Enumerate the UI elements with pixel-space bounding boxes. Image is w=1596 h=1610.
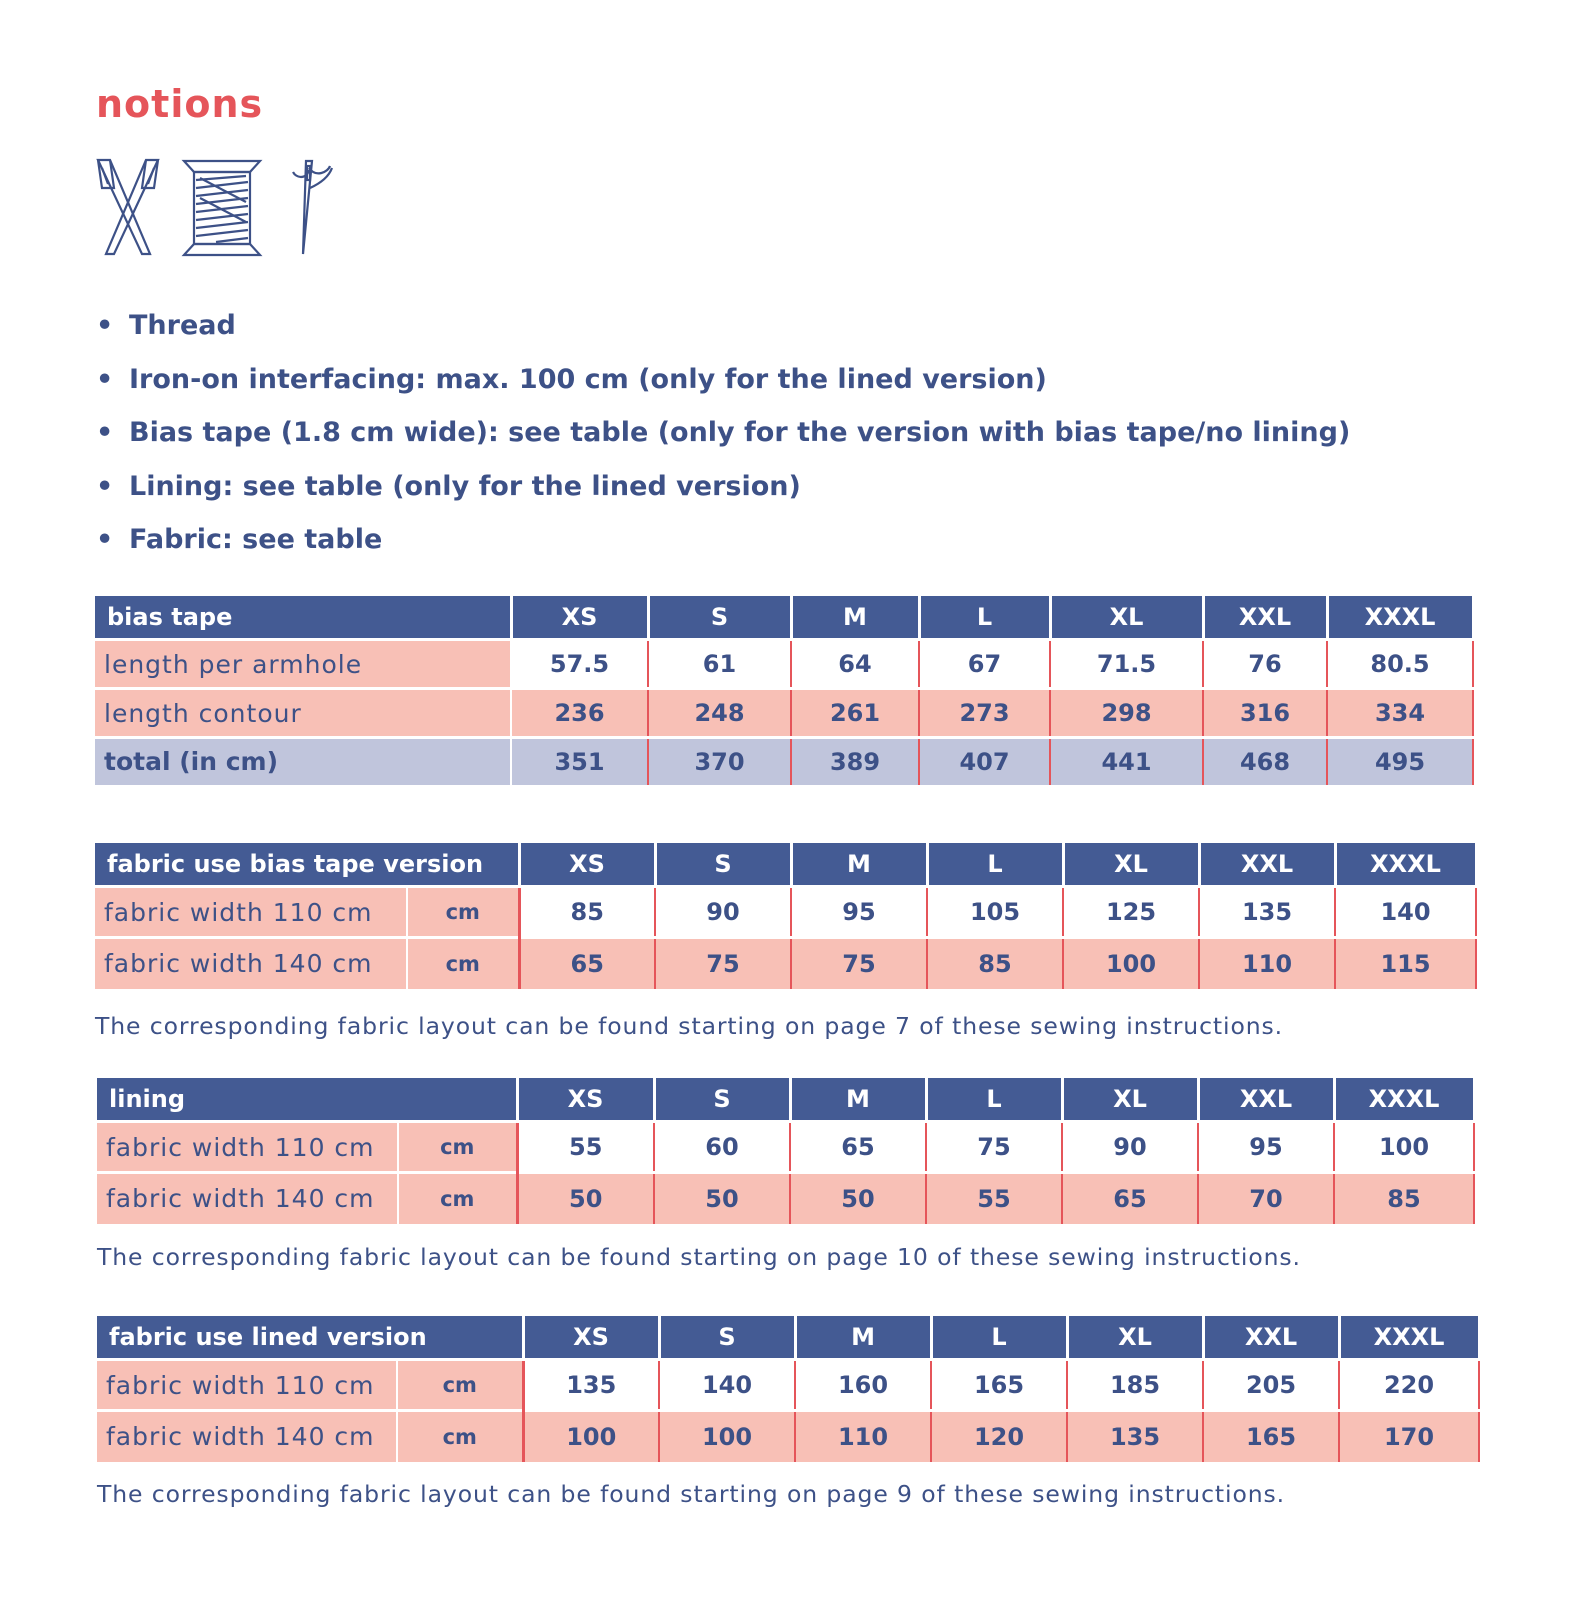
size-header: XS [523,1316,659,1360]
table-header-row [97,1316,1479,1360]
table-cell: 110 [795,1411,931,1462]
size-header: XS [511,596,648,640]
size-header: XL [1062,1078,1198,1122]
size-header: L [927,843,1063,887]
size-header: S [648,596,791,640]
row-label: fabric width 110 cm [95,887,407,938]
unit-label: cm [407,938,519,989]
table-cell: 441 [1050,738,1203,785]
size-header: XL [1063,843,1199,887]
size-header: XXL [1203,596,1327,640]
size-header: S [654,1078,790,1122]
table-cell: 160 [795,1360,931,1411]
table-cell: 70 [1198,1173,1334,1224]
table-cell: 205 [1203,1360,1339,1411]
bullet-icon: • [96,524,114,555]
table-header-row [95,596,1473,640]
table-cell: 65 [790,1122,926,1173]
size-header: XXL [1203,1316,1339,1360]
list-item-label: Thread [129,310,236,341]
row-label: fabric width 110 cm [97,1360,397,1411]
bullet-icon: • [96,310,114,341]
table-row [95,689,1473,738]
thread-spool-icon [184,161,260,255]
size-header: XXL [1198,1078,1334,1122]
table-cell: 370 [648,738,791,785]
size-header: XL [1067,1316,1203,1360]
page-title: notions [96,82,264,126]
table-cell: 100 [523,1411,659,1462]
table-cell: 135 [523,1360,659,1411]
table-cell: 50 [790,1173,926,1224]
list-item [96,417,1350,471]
size-header: XXXL [1335,843,1476,887]
list-item-label: Lining: see table (only for the lined version) [129,470,801,502]
needle-icon [293,161,332,254]
table-cell: 389 [791,738,919,785]
table-cell: 261 [791,689,919,738]
row-label: fabric width 140 cm [95,938,407,989]
unit-label: cm [397,1360,523,1411]
unit-label: cm [407,887,519,938]
notions-icons [96,158,356,268]
table-row [95,887,1476,938]
table-cell: 248 [648,689,791,738]
table-cell: 71.5 [1050,640,1203,689]
lining-layout-note: The corresponding fabric layout can be found starting on page 10 of these sewing instructions. [97,1243,1301,1271]
table-cell: 236 [511,689,648,738]
table-cell: 407 [919,738,1050,785]
table-cell: 95 [791,887,927,938]
table-cell: 135 [1067,1411,1203,1462]
table-cell: 90 [1062,1122,1198,1173]
table-cell: 135 [1199,887,1335,938]
size-header: XXXL [1334,1078,1474,1122]
table-row [97,1411,1479,1462]
table-cell: 334 [1327,689,1473,738]
table-cell: 65 [1062,1173,1198,1224]
table-cell: 298 [1050,689,1203,738]
table-cell: 61 [648,640,791,689]
table-row [97,1360,1479,1411]
bullet-icon: • [96,363,114,395]
bias-tape-table [95,596,1475,785]
row-label: fabric width 140 cm [97,1411,397,1462]
table-cell: 76 [1203,640,1327,689]
bullet-icon: • [96,417,114,448]
list-item-label: Fabric: see table [129,524,383,555]
table-cell: 140 [659,1360,795,1411]
table-cell: 468 [1203,738,1327,785]
table-cell: 55 [517,1122,654,1173]
table-cell: 165 [1203,1411,1339,1462]
table-cell: 64 [791,640,919,689]
fabric-lined-table [97,1316,1481,1462]
size-header: XS [517,1078,654,1122]
list-item [96,524,1350,578]
table-header-row [97,1078,1474,1122]
scissors-icon [98,160,158,254]
table-row [95,640,1473,689]
table-cell: 50 [654,1173,790,1224]
table-cell: 140 [1335,887,1476,938]
list-item [96,310,1350,364]
size-header: M [795,1316,931,1360]
list-item [96,471,1350,525]
size-header: XXXL [1339,1316,1479,1360]
row-label: length per armhole [95,640,511,689]
table-cell: 85 [927,938,1063,989]
unit-label: cm [397,1411,523,1462]
bullet-icon: • [96,470,114,502]
table-cell: 170 [1339,1411,1479,1462]
table-cell: 95 [1198,1122,1334,1173]
size-header: L [926,1078,1062,1122]
table-cell: 50 [517,1173,654,1224]
table-cell: 495 [1327,738,1473,785]
row-label: fabric width 140 cm [97,1173,398,1224]
table-cell: 85 [1334,1173,1474,1224]
size-header: L [931,1316,1067,1360]
table-cell: 57.5 [511,640,648,689]
list-item-label: Bias tape (1.8 cm wide): see table (only for the version with bias tape/no lining) [129,417,1351,448]
row-label: length contour [95,689,511,738]
table-header-label: fabric use bias tape version [95,843,519,887]
table-cell: 67 [919,640,1050,689]
table-cell: 60 [654,1122,790,1173]
size-header: M [790,1078,926,1122]
size-header: S [655,843,791,887]
table-row [97,1173,1474,1224]
table-cell: 100 [1063,938,1199,989]
table-cell: 100 [1334,1122,1474,1173]
size-header: S [659,1316,795,1360]
table-cell: 80.5 [1327,640,1473,689]
table-cell: 115 [1335,938,1476,989]
size-header: XL [1050,596,1203,640]
table-cell: 55 [926,1173,1062,1224]
size-header: XXXL [1327,596,1473,640]
table-cell: 105 [927,887,1063,938]
notions-list [96,310,1350,578]
table-header-label: lining [97,1078,517,1122]
table-cell: 220 [1339,1360,1479,1411]
table-cell: 75 [791,938,927,989]
table-cell: 120 [931,1411,1067,1462]
table-header-row [95,843,1476,887]
table-cell: 100 [659,1411,795,1462]
fabric-layout-note: The corresponding fabric layout can be found starting on page 7 of these sewing instructions. [95,1012,1284,1040]
lining-table [97,1078,1476,1224]
table-header-label: fabric use lined version [97,1316,523,1360]
table-cell: 125 [1063,887,1199,938]
table-cell: 351 [511,738,648,785]
unit-label: cm [398,1173,517,1224]
size-header: XS [519,843,655,887]
table-cell: 75 [655,938,791,989]
table-cell: 316 [1203,689,1327,738]
table-cell: 185 [1067,1360,1203,1411]
list-item-label: Iron-on interfacing: max. 100 cm (only for the lined version) [129,363,1047,395]
size-header: L [919,596,1050,640]
row-label: total (in cm) [95,738,511,785]
table-row [97,1122,1474,1173]
table-cell: 75 [926,1122,1062,1173]
table-cell: 65 [519,938,655,989]
table-row [95,738,1473,785]
table-cell: 90 [655,887,791,938]
table-cell: 165 [931,1360,1067,1411]
fabric-bias-tape-table [95,843,1478,989]
lined-layout-note: The corresponding fabric layout can be found starting on page 9 of these sewing instructions. [97,1480,1286,1508]
unit-label: cm [398,1122,517,1173]
table-row [95,938,1476,989]
list-item [96,364,1350,418]
table-cell: 110 [1199,938,1335,989]
table-cell: 273 [919,689,1050,738]
row-label: fabric width 110 cm [97,1122,398,1173]
size-header: M [791,843,927,887]
table-header-label: bias tape [95,596,511,640]
table-cell: 85 [519,887,655,938]
size-header: XXL [1199,843,1335,887]
size-header: M [791,596,919,640]
